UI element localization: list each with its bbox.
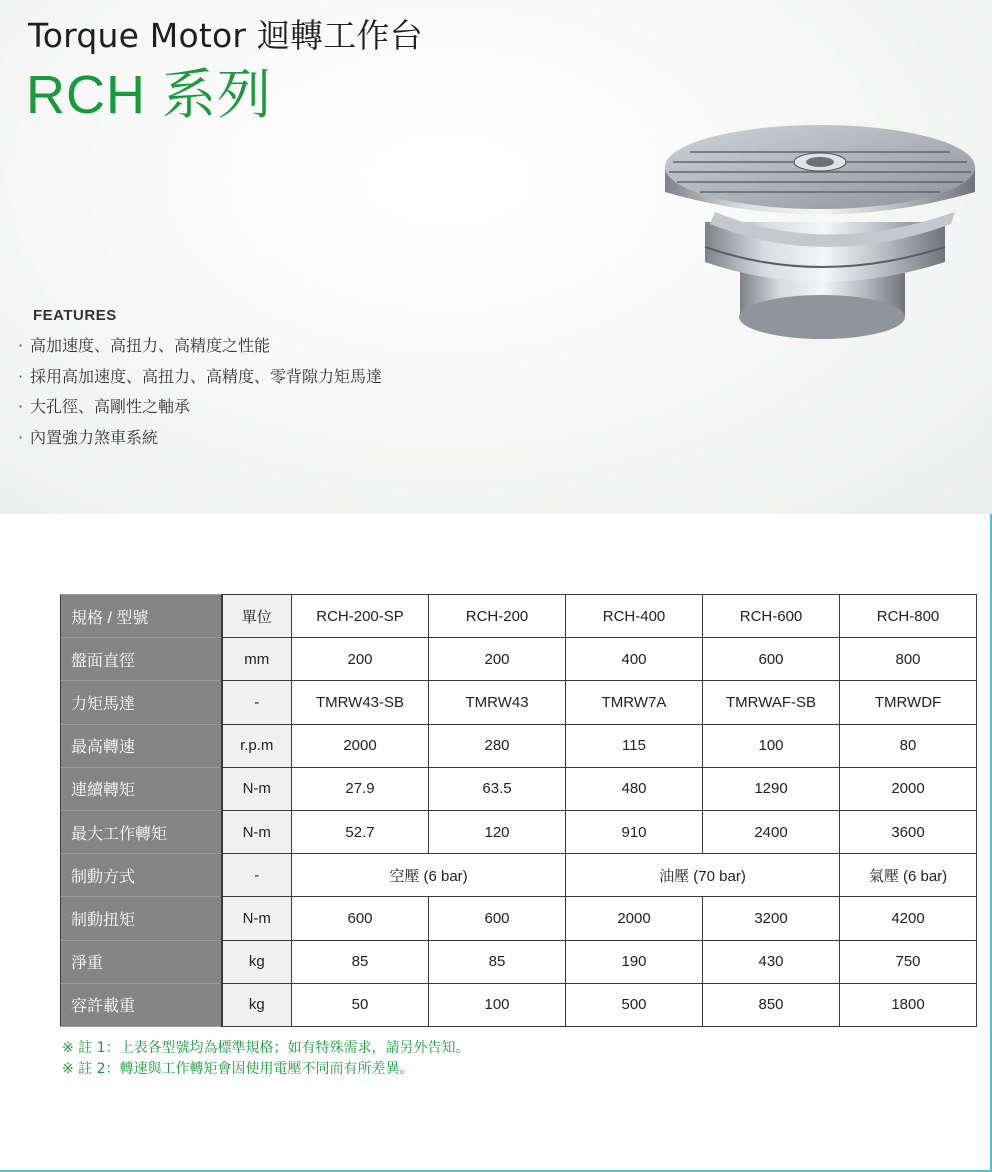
value-cell: 100 xyxy=(429,983,566,1026)
value-cell: 52.7 xyxy=(292,810,429,853)
value-cell: 200 xyxy=(292,638,429,681)
value-cell: 800 xyxy=(840,638,977,681)
value-cell: TMRW43-SB xyxy=(292,681,429,724)
value-cell: 1290 xyxy=(703,767,840,810)
value-cell: 氣壓 (6 bar) xyxy=(840,854,977,897)
table-row xyxy=(61,681,977,724)
unit-cell: N-m xyxy=(222,767,292,810)
value-cell: 120 xyxy=(429,810,566,853)
row-label-cell: 力矩馬達 xyxy=(61,681,222,724)
value-cell: 4200 xyxy=(840,897,977,940)
row-label-cell: 制動扭矩 xyxy=(61,897,222,940)
feature-item: · 採用高加速度、高扭力、高精度、零背隙力矩馬達 xyxy=(18,366,383,386)
row-label-cell: 連續轉矩 xyxy=(61,767,222,810)
footnotes xyxy=(62,1038,470,1080)
value-cell: 27.9 xyxy=(292,767,429,810)
row-label-cell: 淨重 xyxy=(61,940,222,983)
table-row xyxy=(61,724,977,767)
features-list xyxy=(18,334,382,456)
table-row xyxy=(61,940,977,983)
value-cell: 3600 xyxy=(840,810,977,853)
value-cell: 600 xyxy=(703,638,840,681)
model-header-cell: RCH-800 xyxy=(840,595,977,638)
value-cell: 115 xyxy=(566,724,703,767)
model-header-cell: RCH-600 xyxy=(703,595,840,638)
value-cell: 200 xyxy=(429,638,566,681)
series-title: RCH 系列 xyxy=(26,65,272,125)
value-cell: 600 xyxy=(292,897,429,940)
unit-cell: kg xyxy=(222,983,292,1026)
value-cell: TMRW7A xyxy=(566,681,703,724)
value-cell: 85 xyxy=(429,940,566,983)
value-cell: 400 xyxy=(566,638,703,681)
value-cell: TMRWAF-SB xyxy=(703,681,840,724)
value-cell: 480 xyxy=(566,767,703,810)
model-header-cell: RCH-200-SP xyxy=(292,595,429,638)
value-cell: TMRW43 xyxy=(429,681,566,724)
unit-cell: N-m xyxy=(222,897,292,940)
value-cell: 850 xyxy=(703,983,840,1026)
table-row xyxy=(61,638,977,681)
feature-item: · 大孔徑、高剛性之軸承 xyxy=(18,397,191,416)
feature-item: · 內置強力煞車系統 xyxy=(18,427,159,447)
value-cell: 750 xyxy=(840,940,977,983)
value-cell: 910 xyxy=(566,810,703,853)
value-cell: 500 xyxy=(566,983,703,1026)
value-cell: 80 xyxy=(840,724,977,767)
value-cell: 600 xyxy=(429,897,566,940)
row-label-cell: 盤面直徑 xyxy=(61,638,222,681)
value-cell: 3200 xyxy=(703,897,840,940)
value-cell: 50 xyxy=(292,983,429,1026)
value-cell: 63.5 xyxy=(429,767,566,810)
unit-cell: N-m xyxy=(222,810,292,853)
spec-table xyxy=(60,594,977,1027)
value-cell: 2000 xyxy=(292,724,429,767)
value-cell: 190 xyxy=(566,940,703,983)
unit-cell: kg xyxy=(222,940,292,983)
feature-item: · 高加速度、高扭力、高精度之性能 xyxy=(18,336,271,355)
rotary-table-image xyxy=(655,112,985,352)
row-label-cell: 最高轉速 xyxy=(61,724,222,767)
footnote-2: ※ 註 2：轉速與工作轉矩會因使用電壓不同而有所差異。 xyxy=(62,1061,414,1077)
features-heading: FEATURES xyxy=(33,307,117,324)
value-cell: 430 xyxy=(703,940,840,983)
unit-cell: - xyxy=(222,681,292,724)
value-cell: 280 xyxy=(429,724,566,767)
table-row xyxy=(61,983,977,1026)
unit-cell: r.p.m xyxy=(222,724,292,767)
table-row xyxy=(61,767,977,810)
value-cell: 100 xyxy=(703,724,840,767)
unit-cell: mm xyxy=(222,638,292,681)
value-cell: 1800 xyxy=(840,983,977,1026)
header-label-cell: 規格 / 型號 xyxy=(61,595,222,638)
model-header-cell: RCH-200 xyxy=(429,595,566,638)
title-line-1: Torque Motor 迴轉工作台 xyxy=(28,16,423,55)
row-label-cell: 容許載重 xyxy=(61,983,222,1026)
row-label-cell: 最大工作轉矩 xyxy=(61,810,222,853)
table-row xyxy=(61,810,977,853)
header-unit-cell: 單位 xyxy=(222,595,292,638)
table-row xyxy=(61,897,977,940)
unit-cell: - xyxy=(222,854,292,897)
row-label-cell: 制動方式 xyxy=(61,854,222,897)
merged-value-cell: 空壓 (6 bar) xyxy=(292,854,566,897)
value-cell: 2000 xyxy=(566,897,703,940)
value-cell: 2000 xyxy=(840,767,977,810)
value-cell: TMRWDF xyxy=(840,681,977,724)
value-cell: 2400 xyxy=(703,810,840,853)
table-header-row xyxy=(61,595,977,638)
model-header-cell: RCH-400 xyxy=(566,595,703,638)
table-row xyxy=(61,854,977,897)
hero-section xyxy=(0,0,992,514)
merged-value-cell: 油壓 (70 bar) xyxy=(566,854,840,897)
value-cell: 85 xyxy=(292,940,429,983)
footnote-1: ※ 註 1：上表各型號均為標準規格；如有特殊需求，請另外告知。 xyxy=(62,1040,470,1056)
